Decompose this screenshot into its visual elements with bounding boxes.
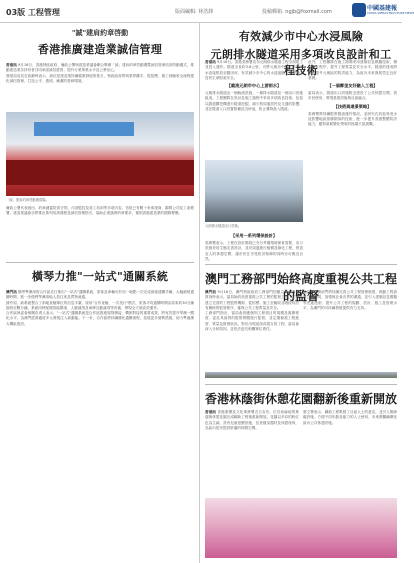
photo-stage xyxy=(6,160,194,185)
logo-mark-icon xyxy=(352,3,366,17)
paragraph-text: 香港康樂及文化事務署近日宣布，位於油麻地的林蔭街休憩花園完成翻新工程後重新開放。花園以多彩的粉紅色為主調，設有兒童遊樂設施、長者健身器材及休憩座椅，為區內居民提供舒適的休閒空間。 xyxy=(205,410,300,430)
article-drainage-col2 xyxy=(308,60,397,128)
photo-banner xyxy=(34,122,134,136)
article-headline: 香港林蔭街休憩花園翻新後重新開放 xyxy=(205,392,398,406)
photo-caption: 「誠」建肩約章啓動禮現場。 xyxy=(6,198,49,202)
logo-name: 中國基建報 xyxy=(367,5,398,12)
article-subhead: 【截流元朗市中心上游雨水】 xyxy=(226,83,282,89)
dateline: 澳門訊 xyxy=(6,290,17,294)
dateline: 香港訊 xyxy=(6,63,17,67)
paragraph-text: 9月16日，澳門特區政府工務部門回應立法會議員質詢時表示，當局始終高度重視公共工程的監督工作，並已建立完善的工程監察機制，從招標、施工至驗收各階段均設有嚴格的監管程序，確保公共工程質量及安全。 xyxy=(205,290,299,310)
newspaper-logo xyxy=(352,3,414,19)
article-paragraph: 康文署表示，翻新工程吸納了社區人士的意見，並引入無障礙設施，方便不同年齡及能力的人士使用，未來將繼續優化區內公共休憩設施。 xyxy=(303,410,397,425)
article-paragraph: 工務部門指出，當局會因應個別工程項目的規模及複雜程度，委託具資質的監察實體進行監督，並定期檢視工程進度、質量及財務狀況。對於出現延誤或超支的工程，當局會深入分析原因，並依法追究相關單位責任。 xyxy=(205,311,299,332)
article-paragraph xyxy=(205,410,299,431)
article-paragraph: 此外，工務部門將持續完善公共工程管理制度，推動工程資訊公開透明，加強與社會各界的溝通，並引入建築信息模擬等先進技術，提升公共工程的規劃、設計、施工及管理水平，為澳門的可持續發展提供有力支持。 xyxy=(303,290,397,310)
article-headline: 香港推廣建造業誠信管理 xyxy=(37,43,163,56)
article-headline: 橫琴力推"一站式"通關系統 xyxy=(31,270,169,283)
article-paragraph: 當局表示，隧道出口設施附近建設了公共休憩空間，供市民使用，實現基建設施與社區融合。 xyxy=(308,91,397,101)
paragraph-text: 9月16日，香港特區政府、廉政公署與建造業議會聯合舉辦「誠」建肩約章啓動禮暨誠信管理培訓啓動儀式，推動建造業各持份者共同承諾誠信經營，提升行業專業水平及公衆信心。 xyxy=(6,63,195,73)
section-divider xyxy=(205,264,397,265)
logo-subtitle: CHINA INFRASTRUCTURE NEWS xyxy=(367,11,414,15)
article-garden-reopening xyxy=(205,390,397,407)
article-paragraph: 渠務署將持續監察隧道運作情況，並研究在其他易受水浸影響地區推廣類似的技術，進一步提升香港整體防洪能力，應對氣候變化帶來的極端天氣挑戰。 xyxy=(308,111,397,127)
article-paragraph: 據介紹，新系統整合了兩地查驗單位的信息平臺，採用"合作查驗、一次放行"模式，旅客平均通關時間由原來約30分鐘縮短至數分鐘。系統同時配備智能閘道、人臉識別及車牌自動識別等設備，實現全天候高效運作。 xyxy=(6,300,194,310)
page-header xyxy=(0,0,414,23)
article-garden-col1 xyxy=(205,410,299,431)
article-paragraph: 此外，工程團隊在施工期間采用建築信息模擬技術，優化施工程序，提升工程質量及安全水平。隧道的建成將大大提升元朗區的防洪能力，為區內未來發展奠定良好基礎。 xyxy=(308,60,397,80)
paragraph-text: 橫琴粵澳深度合作區近日推出"一站式"通關系統，旅客及車輛可於同一地點一次完成兩地通關手續，大幅縮短通關時間，進一步便利琴澳兩地人員往來及貨物流通。 xyxy=(6,290,194,300)
column-divider xyxy=(199,22,200,563)
article-subhead: 【采用一系列環保設計】 xyxy=(230,233,278,238)
dateline: 香港訊 xyxy=(205,410,217,414)
ceremony-photo xyxy=(6,112,194,196)
article-paragraph xyxy=(6,63,194,74)
article-headline: 澳門工務部門始終高度重視公共工程的監督 xyxy=(205,272,398,303)
section-divider xyxy=(6,262,194,263)
article-paragraph xyxy=(6,290,194,301)
article-drainage-col1 xyxy=(205,60,303,112)
article-kicker: "誠"建肩約章啓動 xyxy=(71,29,129,37)
photo-caption: 元朗排水隧道出口設施。 xyxy=(205,224,242,228)
article-paragraph xyxy=(205,290,299,311)
dateline: 香港訊 xyxy=(205,60,216,64)
editor-credit: 版面編輯: 林浩鋒 xyxy=(175,9,214,15)
submission-email: 投稿郵箱: ngjb@foxmail.com xyxy=(262,9,332,15)
article-drainage-col1b xyxy=(205,231,303,262)
article-paragraph: 發展局局長在致辭時表示，誠信是建造業持續健康發展的基石，特區政府將與業界攜手，從招標、施工到驗收全流程强化誠信管理，打造公平、透明、廉潔的營商環境。 xyxy=(6,73,194,83)
paragraph-text: 9月16日，香港渠務署宣布元朗排水隧道工程全面竣工並投入運作。隧道全長約3.8公里，可將元朗市中心上游的雨水直接排放至錦田河，有效減少市中心的水浸風險，保障區內居民生命財產安全。 xyxy=(205,60,303,80)
macau-photo-strip xyxy=(205,372,397,378)
article-headline: 有效減少市中心水浸風險 xyxy=(238,30,364,43)
article-subhead: 【一個鄰里友好融入工程】 xyxy=(327,83,378,89)
tunnel-outlet-photo xyxy=(205,160,303,222)
article-macau-col2 xyxy=(303,290,397,311)
page-section-label: 03版 工程管理 xyxy=(6,8,60,17)
article-integrity-charter xyxy=(6,22,194,84)
article-headline-line2: 元朗排水隧道采用多項改良設計和工程技術 xyxy=(210,48,392,77)
article-hengqin-customs xyxy=(6,268,194,327)
section-divider xyxy=(205,384,397,385)
article-paragraph: 廉政公署代表指出，約章涵蓋防貪守則、內部監控及員工培訓等多項內容，首批已有數十家承建商、顧問公司及工會簽署。建造業議會亦將推出系列培訓課程及誠信管理指引，協助企業落實約章要求，鞏固香港建造業的國際聲譽。 xyxy=(6,206,194,216)
article-garden-col2 xyxy=(303,410,397,426)
article-paragraph xyxy=(205,60,303,81)
article-macau-col1 xyxy=(205,290,299,332)
garden-photo xyxy=(205,498,397,558)
dateline: 澳門訊 xyxy=(205,290,217,294)
article-paragraph: 元朗排水隧道由一個截流設施、一條排水隧道及一個出口設施組成。工程團隊在設計及施工過程中采用多項改良技術，包括以隧道鑽挖機進行隧道挖掘，減少對周邊居民及交通的影響，並在隧道入口設置格柵及沉砂池，防止雜物進入隧道。 xyxy=(205,91,303,112)
article-paragraph: 合作區執委會相關負責人表示，"一站式"通關系統是合作區推進規則銜接、機制對接的重要成果，將有效提升琴澳一體化水平，為澳門經濟適度多元發展注入新動能。下一步，合作區將持續優化通關流程，拓展更多便利措施，助力粵港澳大灣區建設。 xyxy=(6,311,194,326)
article-subhead: 【技術與遠景策略】 xyxy=(333,103,372,109)
article-paragraph: 渠務署表示，工程在設計階段已充分考慮環境保育需要，出口設施采用生態友善設計，並於周邊進行植樹及綠化工程，營造宜人的休憩空間，讓市民在享受防洪保障的同時亦可親近自然。 xyxy=(205,241,303,261)
